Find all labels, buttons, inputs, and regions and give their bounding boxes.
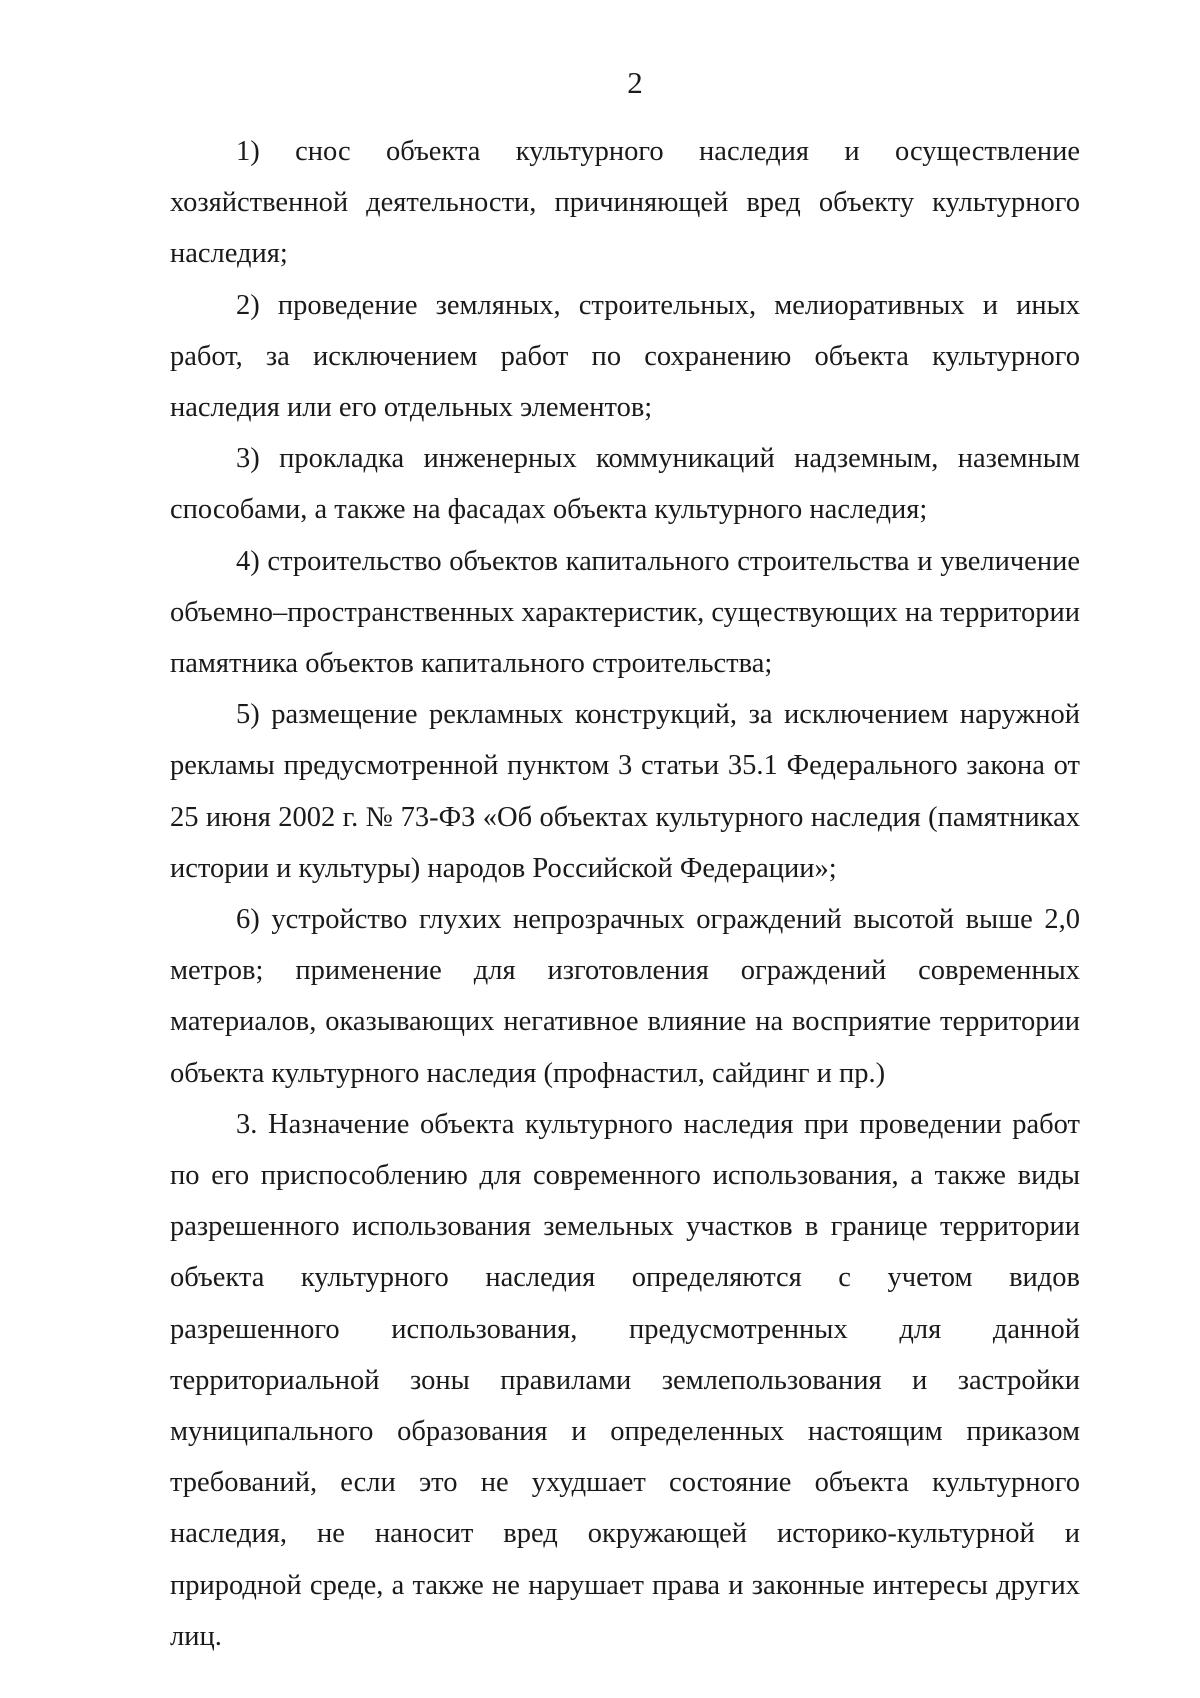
prohibition-item-6: 6) устройство глухих непрозрачных ограждений высотой выше 2,0 метров; применение для изготовления ограждений современных материалов, оказывающих негативное влияние на восприятие территории объекта культурного наследия (профнастил, сайдинг и пр.) — [170, 904, 1080, 1089]
section-3-paragraph: 3. Назначение объекта культурного наследия при проведении работ по его приспособлению для современного использования, а также виды разрешенного использования земельных участков в границе территории объекта культурного наследия определяются с учетом видов разрешенного использования, предусмотренных для данной территориальной зоны правилами землепользования и застройки муниципального образования и определенных настоящим приказом требований, если это не ухудшает состояние объекта культурного наследия, не наносит вред окружающей историко-культурной и природной среде, а также не нарушает права и законные интересы других лиц. — [170, 1108, 1080, 1652]
prohibition-item-1: 1) снос объекта культурного наследия и осуществление хозяйственной деятельности, причиняющей вред объекту культурного наследия; — [170, 136, 1080, 270]
prohibition-item-5: 5) размещение рекламных конструкций, за исключением наружной рекламы предусмотренной пунктом 3 статьи 35.1 Федерального закона от 25 июня 2002 г. № 73-ФЗ «Об объектах культурного наследия (памятниках истории и культуры) народов Российской Федерации»; — [170, 699, 1080, 884]
prohibition-item-4: 4) строительство объектов капитального строительства и увеличение объемно–пространственных характеристик, существующих на территории памятника объектов капитального строительства; — [170, 545, 1080, 680]
prohibition-item-2: 2) проведение земляных, строительных, мелиоративных и иных работ, за исключением работ по сохранению объекта культурного наследия или его отдельных элементов; — [170, 289, 1080, 424]
prohibition-item-3: 3) прокладка инженерных коммуникаций надземным, наземным способами, а также на фасадах объекта культурного наследия; — [170, 443, 1080, 526]
document-body — [170, 126, 1080, 1662]
page-number: 2 — [627, 65, 643, 100]
